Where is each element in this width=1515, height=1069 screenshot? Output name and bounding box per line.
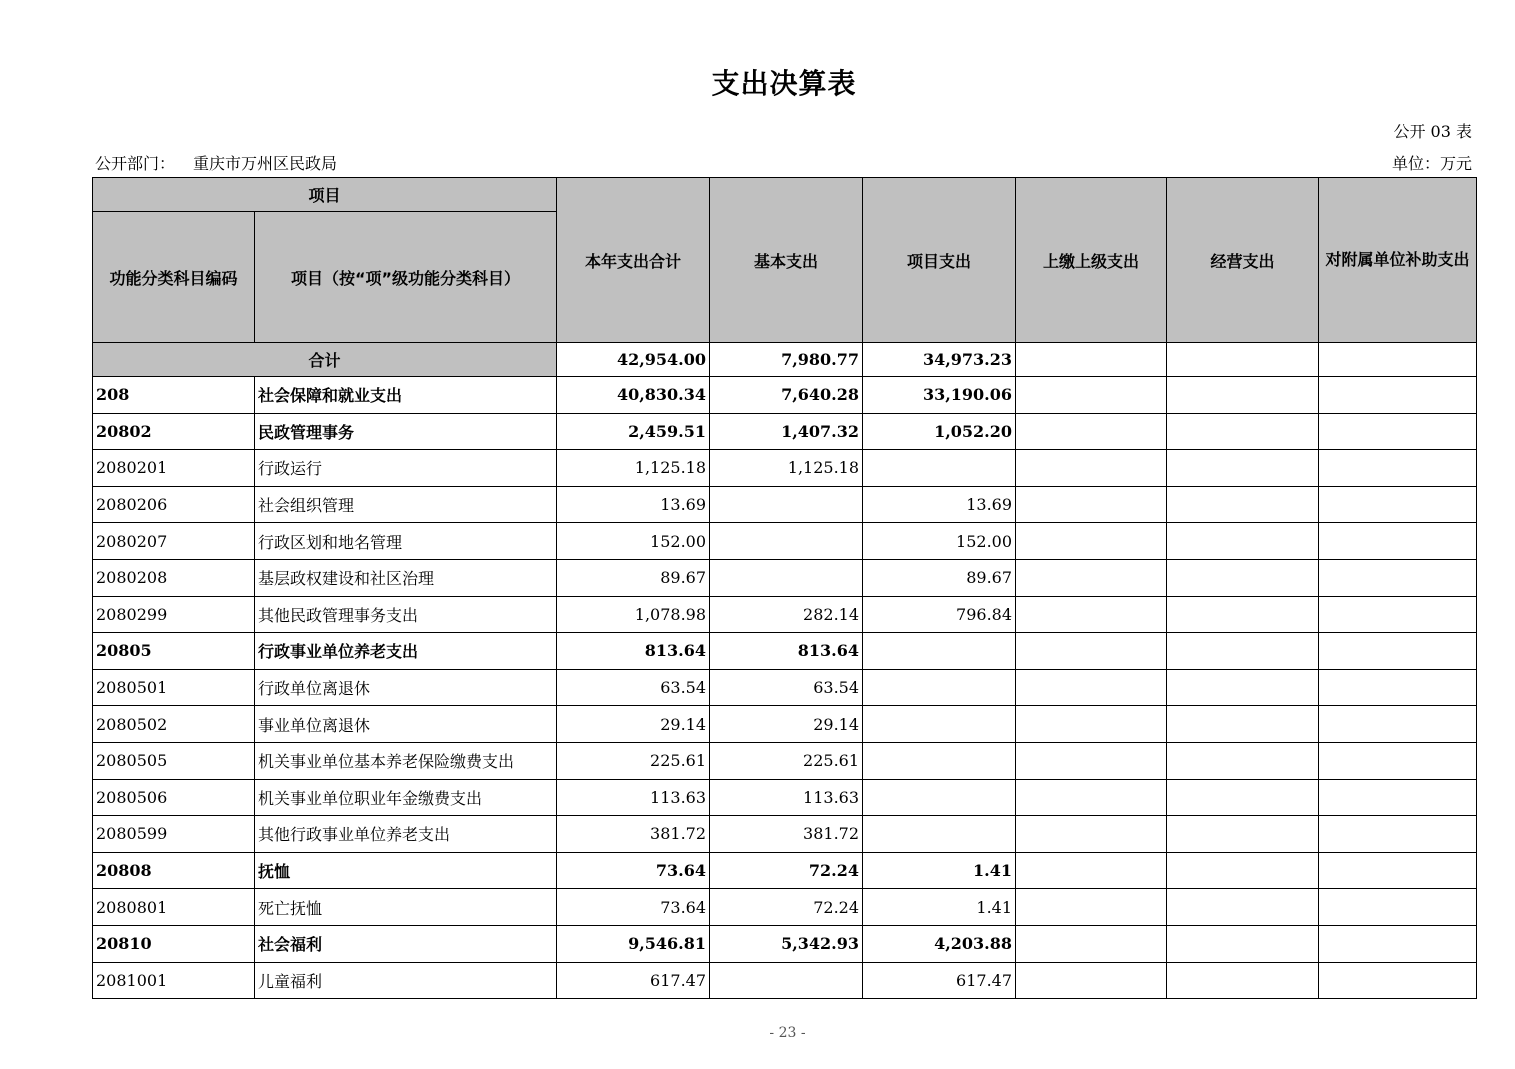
row-name: 行政单位离退休 xyxy=(255,669,557,706)
row-total: 1,125.18 xyxy=(557,450,710,487)
row-business xyxy=(1167,669,1319,706)
table-row xyxy=(93,596,1477,633)
row-project xyxy=(863,450,1016,487)
row-business xyxy=(1167,596,1319,633)
unit-label: 单位：万元 xyxy=(1391,154,1472,173)
header-name: 项目（按“项”级功能分类科目） xyxy=(255,212,557,343)
row-subsidy xyxy=(1319,889,1477,926)
row-upper xyxy=(1016,450,1167,487)
row-subsidy xyxy=(1319,779,1477,816)
row-subsidy xyxy=(1319,559,1477,596)
table-row xyxy=(93,889,1477,926)
table-row xyxy=(93,413,1477,450)
row-basic: 813.64 xyxy=(710,633,863,670)
table-row xyxy=(93,377,1477,414)
row-code: 2080201 xyxy=(93,450,255,487)
header-basic: 基本支出 xyxy=(710,178,863,343)
row-basic xyxy=(710,486,863,523)
row-code: 2081001 xyxy=(93,962,255,999)
row-business xyxy=(1167,962,1319,999)
row-total: 13.69 xyxy=(557,486,710,523)
row-total: 617.47 xyxy=(557,962,710,999)
row-basic: 5,342.93 xyxy=(710,925,863,962)
department-name: 重庆市万州区民政局 xyxy=(193,154,338,173)
row-total: 813.64 xyxy=(557,633,710,670)
table-row xyxy=(93,925,1477,962)
form-number: 公开 03 表 xyxy=(1393,122,1472,141)
header-total: 本年支出合计 xyxy=(557,178,710,343)
row-name: 抚恤 xyxy=(255,852,557,889)
row-total: 9,546.81 xyxy=(557,925,710,962)
header-business: 经营支出 xyxy=(1167,178,1319,343)
row-name: 其他行政事业单位养老支出 xyxy=(255,816,557,853)
row-total: 73.64 xyxy=(557,889,710,926)
row-basic: 381.72 xyxy=(710,816,863,853)
row-subsidy xyxy=(1319,486,1477,523)
row-basic: 225.61 xyxy=(710,742,863,779)
row-subsidy xyxy=(1319,925,1477,962)
row-basic: 63.54 xyxy=(710,669,863,706)
total-subsidy xyxy=(1319,343,1477,377)
row-business xyxy=(1167,742,1319,779)
table-row xyxy=(93,523,1477,560)
table-row xyxy=(93,852,1477,889)
row-upper xyxy=(1016,779,1167,816)
row-name: 民政管理事务 xyxy=(255,413,557,450)
row-project: 33,190.06 xyxy=(863,377,1016,414)
row-subsidy xyxy=(1319,852,1477,889)
row-subsidy xyxy=(1319,669,1477,706)
row-code: 2080505 xyxy=(93,742,255,779)
total-label: 合计 xyxy=(93,343,557,377)
row-total: 2,459.51 xyxy=(557,413,710,450)
row-business xyxy=(1167,889,1319,926)
row-name: 基层政权建设和社区治理 xyxy=(255,559,557,596)
row-basic: 72.24 xyxy=(710,889,863,926)
row-name: 社会保障和就业支出 xyxy=(255,377,557,414)
total-sum: 42,954.00 xyxy=(557,343,710,377)
header-project-expense: 项目支出 xyxy=(863,178,1016,343)
row-business xyxy=(1167,486,1319,523)
row-business xyxy=(1167,523,1319,560)
row-upper xyxy=(1016,377,1167,414)
row-name: 行政事业单位养老支出 xyxy=(255,633,557,670)
row-upper xyxy=(1016,816,1167,853)
row-subsidy xyxy=(1319,413,1477,450)
row-name: 社会组织管理 xyxy=(255,486,557,523)
row-total: 40,830.34 xyxy=(557,377,710,414)
department-line xyxy=(95,151,337,174)
row-upper xyxy=(1016,559,1167,596)
table-row xyxy=(93,450,1477,487)
table-row xyxy=(93,559,1477,596)
row-total: 89.67 xyxy=(557,559,710,596)
row-business xyxy=(1167,852,1319,889)
row-project: 4,203.88 xyxy=(863,925,1016,962)
row-upper xyxy=(1016,706,1167,743)
table-row xyxy=(93,742,1477,779)
row-total: 29.14 xyxy=(557,706,710,743)
total-business xyxy=(1167,343,1319,377)
row-basic: 7,640.28 xyxy=(710,377,863,414)
total-row xyxy=(93,343,1477,377)
row-business xyxy=(1167,706,1319,743)
row-total: 63.54 xyxy=(557,669,710,706)
row-project xyxy=(863,633,1016,670)
row-subsidy xyxy=(1319,706,1477,743)
row-total: 381.72 xyxy=(557,816,710,853)
row-name: 儿童福利 xyxy=(255,962,557,999)
header-upper: 上缴上级支出 xyxy=(1016,178,1167,343)
row-code: 2080599 xyxy=(93,816,255,853)
row-total: 113.63 xyxy=(557,779,710,816)
page-title: 支出决算表 xyxy=(711,67,857,100)
row-subsidy xyxy=(1319,596,1477,633)
row-business xyxy=(1167,413,1319,450)
row-subsidy xyxy=(1319,816,1477,853)
row-business xyxy=(1167,779,1319,816)
total-upper xyxy=(1016,343,1167,377)
row-code: 20802 xyxy=(93,413,255,450)
row-business xyxy=(1167,559,1319,596)
table-row xyxy=(93,669,1477,706)
row-code: 20805 xyxy=(93,633,255,670)
row-business xyxy=(1167,633,1319,670)
table-row xyxy=(93,816,1477,853)
row-business xyxy=(1167,925,1319,962)
row-code: 2080801 xyxy=(93,889,255,926)
row-basic: 113.63 xyxy=(710,779,863,816)
row-project xyxy=(863,816,1016,853)
row-project: 1,052.20 xyxy=(863,413,1016,450)
row-code: 2080501 xyxy=(93,669,255,706)
row-code: 2080299 xyxy=(93,596,255,633)
row-code: 20808 xyxy=(93,852,255,889)
table-row xyxy=(93,779,1477,816)
row-basic xyxy=(710,559,863,596)
row-project: 796.84 xyxy=(863,596,1016,633)
row-code: 2080208 xyxy=(93,559,255,596)
row-upper xyxy=(1016,523,1167,560)
row-code: 2080506 xyxy=(93,779,255,816)
total-project: 34,973.23 xyxy=(863,343,1016,377)
row-name: 机关事业单位职业年金缴费支出 xyxy=(255,779,557,816)
row-code: 2080207 xyxy=(93,523,255,560)
row-subsidy xyxy=(1319,450,1477,487)
row-upper xyxy=(1016,852,1167,889)
row-project: 617.47 xyxy=(863,962,1016,999)
row-upper xyxy=(1016,486,1167,523)
row-total: 73.64 xyxy=(557,852,710,889)
page-number: - 23 - xyxy=(769,1025,806,1041)
row-basic: 282.14 xyxy=(710,596,863,633)
row-upper xyxy=(1016,962,1167,999)
row-total: 152.00 xyxy=(557,523,710,560)
row-basic: 72.24 xyxy=(710,852,863,889)
table-row xyxy=(93,633,1477,670)
row-code: 2080206 xyxy=(93,486,255,523)
row-subsidy xyxy=(1319,962,1477,999)
row-subsidy xyxy=(1319,633,1477,670)
row-project xyxy=(863,706,1016,743)
row-project: 89.67 xyxy=(863,559,1016,596)
row-basic: 1,125.18 xyxy=(710,450,863,487)
row-business xyxy=(1167,450,1319,487)
row-project xyxy=(863,779,1016,816)
department-label: 公开部门： xyxy=(95,154,176,173)
row-name: 机关事业单位基本养老保险缴费支出 xyxy=(255,742,557,779)
row-name: 死亡抚恤 xyxy=(255,889,557,926)
row-basic: 29.14 xyxy=(710,706,863,743)
row-project xyxy=(863,742,1016,779)
table-row xyxy=(93,486,1477,523)
row-basic xyxy=(710,523,863,560)
row-basic: 1,407.32 xyxy=(710,413,863,450)
total-basic: 7,980.77 xyxy=(710,343,863,377)
table-row xyxy=(93,706,1477,743)
row-upper xyxy=(1016,633,1167,670)
row-upper xyxy=(1016,742,1167,779)
header-subsidy: 对附属单位补助支出 xyxy=(1319,178,1477,343)
row-code: 2080502 xyxy=(93,706,255,743)
row-business xyxy=(1167,377,1319,414)
row-upper xyxy=(1016,889,1167,926)
row-total: 1,078.98 xyxy=(557,596,710,633)
row-subsidy xyxy=(1319,523,1477,560)
table-row xyxy=(93,962,1477,999)
row-code: 20810 xyxy=(93,925,255,962)
row-name: 行政区划和地名管理 xyxy=(255,523,557,560)
row-name: 其他民政管理事务支出 xyxy=(255,596,557,633)
row-name: 事业单位离退休 xyxy=(255,706,557,743)
row-upper xyxy=(1016,413,1167,450)
header-code: 功能分类科目编码 xyxy=(93,212,255,343)
row-name: 行政运行 xyxy=(255,450,557,487)
row-upper xyxy=(1016,669,1167,706)
row-name: 社会福利 xyxy=(255,925,557,962)
row-project: 152.00 xyxy=(863,523,1016,560)
row-project: 13.69 xyxy=(863,486,1016,523)
expenditure-table xyxy=(92,177,1477,999)
row-project xyxy=(863,669,1016,706)
row-code: 208 xyxy=(93,377,255,414)
row-total: 225.61 xyxy=(557,742,710,779)
row-subsidy xyxy=(1319,742,1477,779)
row-business xyxy=(1167,816,1319,853)
row-subsidy xyxy=(1319,377,1477,414)
row-upper xyxy=(1016,596,1167,633)
header-project: 项目 xyxy=(93,178,557,212)
row-project: 1.41 xyxy=(863,889,1016,926)
row-upper xyxy=(1016,925,1167,962)
row-project: 1.41 xyxy=(863,852,1016,889)
row-basic xyxy=(710,962,863,999)
